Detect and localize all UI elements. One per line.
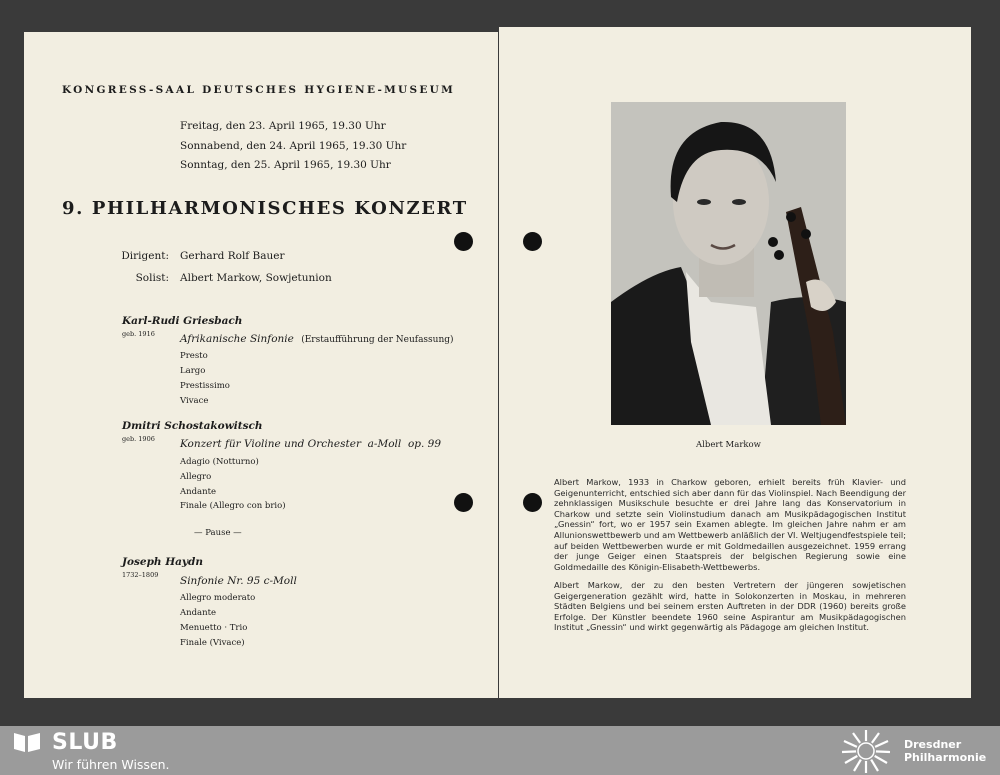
movement: Largo: [180, 366, 206, 376]
composer-dates: 1732–1809: [122, 571, 159, 579]
composer-name: Dmitri Schostakowitsch: [122, 420, 263, 432]
conductor-name: Gerhard Rolf Bauer: [180, 250, 285, 262]
work-name: Afrikanische Sinfonie: [180, 333, 294, 345]
soloist-name: Albert Markow, Sowjetunion: [180, 272, 332, 284]
punch-hole: [454, 493, 473, 512]
composer-name: Joseph Haydn: [122, 556, 203, 568]
slub-tagline: Wir führen Wissen.: [52, 757, 170, 772]
concert-date: Sonnabend, den 24. April 1965, 19.30 Uhr: [180, 140, 407, 152]
movement: Andante: [180, 487, 217, 497]
right-page: [499, 27, 971, 698]
photo-caption: Albert Markow: [696, 440, 761, 450]
soloist-label: Solist:: [135, 272, 169, 284]
movement: Prestissimo: [180, 381, 230, 391]
footer-bar: [0, 726, 1000, 775]
philharmonie-line: Philharmonie: [904, 751, 987, 764]
concert-title: 9. PHILHARMONISCHES KONZERT: [62, 198, 468, 219]
work-title: [180, 333, 454, 345]
work-title: Konzert für Violine und Orchester a-Moll op. 99: [180, 438, 442, 450]
movement: Vivace: [180, 396, 209, 406]
punch-hole: [523, 232, 542, 251]
movement: Allegro moderato: [180, 593, 256, 603]
movement: Menuetto · Trio: [180, 623, 248, 633]
philharmonie-line: Dresdner: [904, 738, 962, 751]
work-title: Sinfonie Nr. 95 c-Moll: [180, 575, 297, 587]
movement: Finale (Allegro con brio): [180, 501, 286, 511]
movement: Presto: [180, 351, 208, 361]
pause-note: — Pause —: [194, 528, 242, 538]
philharmonie-wordmark: [904, 738, 986, 764]
slub-brand: SLUB: [52, 730, 118, 755]
concert-date: Sonntag, den 25. April 1965, 19.30 Uhr: [180, 159, 391, 171]
work-note: (Erstaufführung der Neufassung): [301, 335, 454, 345]
punch-hole: [523, 493, 542, 512]
slub-logo-icon: [14, 733, 40, 752]
movement: Allegro: [180, 472, 212, 482]
conductor-label: Dirigent:: [121, 250, 169, 262]
punch-hole: [454, 232, 473, 251]
concert-date: Freitag, den 23. April 1965, 19.30 Uhr: [180, 120, 386, 132]
left-page: [24, 32, 498, 698]
composer-dates: geb. 1916: [122, 330, 155, 338]
biography-paragraph: Albert Markow, der zu den besten Vertretern der jüngeren sowjetischen Geigergeneration gezählt wird, hatte in Solokonzerten in Moskau, in mehreren Städten Belgiens und bei seinem ersten Auftreten in der DDR (1960) bereits große Erfolge. Der Künstler beendete 1960 seine Aspirantur am Musikpädagogischen Institut „Gnessin“ und wirkt gegenwärtig als Pädagoge am gleichen Institut.: [554, 580, 906, 633]
philharmonie-logo-icon: [840, 728, 892, 774]
movement: Andante: [180, 608, 217, 618]
composer-name: Karl-Rudi Griesbach: [122, 315, 243, 327]
movement: Adagio (Notturno): [180, 457, 259, 467]
venue-heading: KONGRESS-SAAL DEUTSCHES HYGIENE-MUSEUM: [62, 84, 456, 96]
composer-dates: geb. 1906: [122, 435, 155, 443]
biography-paragraph: Albert Markow, 1933 in Charkow geboren, erhielt bereits früh Klavier- und Geigenunterricht, entschied sich aber dann für das Violinspiel. Nach Beendigung der zehnklassigen Musikschule besuchte er drei Jahre lang das Konservatorium in Charkow und setzte sein Violinstudium danach am Musikpädagogischen Institut „Gnessin“ fort, wo er 1957 sein Examen ablegte. Im gleichen Jahre nahm er am Allunionswettbewerb und am Wettbewerb anläßlich der VI. Weltjugendfestspiele teil; auf beiden Wettbewerben wurde er mit Goldmedaillen ausgezeichnet. 1959 errang der junge Geiger einen Staatspreis der belgischen Regierung sowie eine Goldmedaille des Königin-Elisabeth-Wettbewerbs.: [554, 477, 906, 572]
portrait-photo: [611, 102, 846, 425]
movement: Finale (Vivace): [180, 638, 245, 648]
